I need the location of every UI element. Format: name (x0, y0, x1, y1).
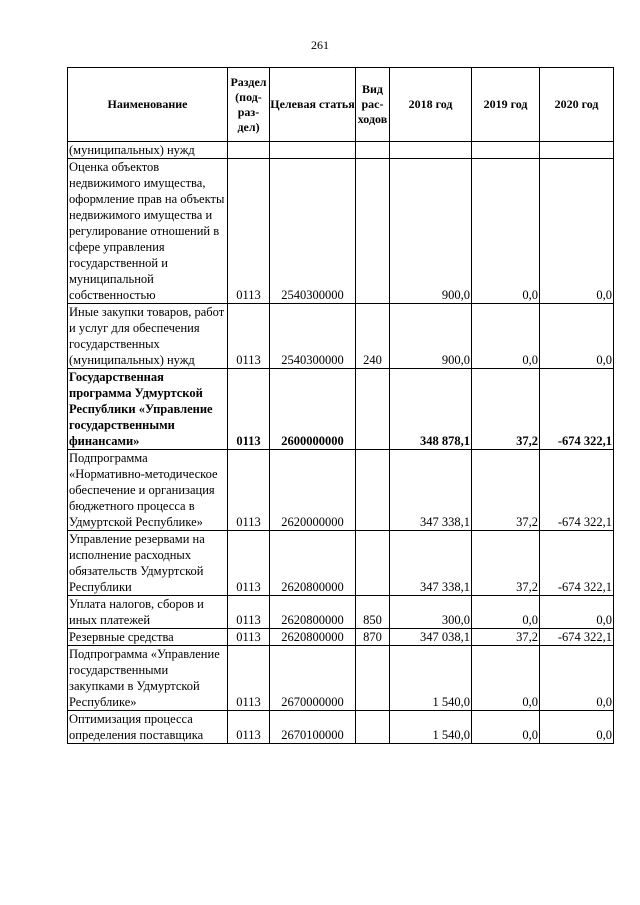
table-row (68, 646, 614, 711)
table-row (68, 159, 614, 304)
cell-2019: 0,0 (472, 159, 540, 304)
cell-section: 0113 (228, 531, 270, 596)
cell-kind (356, 450, 390, 531)
cell-target: 2670100000 (270, 711, 356, 744)
cell-target: 2620000000 (270, 450, 356, 531)
cell-2019: 0,0 (472, 711, 540, 744)
table-row (68, 369, 614, 450)
cell-target: 2620800000 (270, 629, 356, 646)
table-row (68, 711, 614, 744)
cell-2018: 900,0 (390, 159, 472, 304)
cell-2020: -674 322,1 (540, 531, 614, 596)
cell-kind (356, 369, 390, 450)
cell-kind: 850 (356, 596, 390, 629)
cell-2018: 300,0 (390, 596, 472, 629)
table-row (68, 531, 614, 596)
header-name: Наименование (68, 68, 228, 142)
table-row (68, 596, 614, 629)
cell-target: 2620800000 (270, 596, 356, 629)
cell-name: Резервные средства (68, 629, 228, 646)
table-row (68, 142, 614, 159)
cell-name: (муниципальных) нужд (68, 142, 228, 159)
cell-2018: 347 338,1 (390, 531, 472, 596)
cell-section: 0113 (228, 159, 270, 304)
cell-kind (356, 142, 390, 159)
cell-2020: -674 322,1 (540, 450, 614, 531)
cell-2019: 37,2 (472, 369, 540, 450)
header-2018: 2018 год (390, 68, 472, 142)
cell-kind (356, 531, 390, 596)
cell-section: 0113 (228, 369, 270, 450)
cell-kind: 240 (356, 304, 390, 369)
cell-name: Иные закупки товаров, работ и услуг для обеспечения государственных (муниципальных) нужд (68, 304, 228, 369)
cell-2019: 37,2 (472, 450, 540, 531)
cell-2018: 348 878,1 (390, 369, 472, 450)
cell-target: 2600000000 (270, 369, 356, 450)
cell-target: 2670000000 (270, 646, 356, 711)
budget-table (67, 67, 614, 744)
header-2019: 2019 год (472, 68, 540, 142)
cell-section: 0113 (228, 450, 270, 531)
table-row (68, 450, 614, 531)
cell-2019: 37,2 (472, 531, 540, 596)
cell-2020: -674 322,1 (540, 369, 614, 450)
cell-2020: 0,0 (540, 304, 614, 369)
cell-2019: 37,2 (472, 629, 540, 646)
page-number: 261 (311, 38, 329, 52)
cell-2019: 0,0 (472, 596, 540, 629)
cell-2018 (390, 142, 472, 159)
cell-target: 2540300000 (270, 304, 356, 369)
cell-2020: -674 322,1 (540, 629, 614, 646)
cell-target: 2540300000 (270, 159, 356, 304)
cell-2020: 0,0 (540, 711, 614, 744)
cell-2018: 347 338,1 (390, 450, 472, 531)
cell-2018: 1 540,0 (390, 711, 472, 744)
header-target: Целевая статья (270, 68, 356, 142)
cell-section: 0113 (228, 304, 270, 369)
cell-section (228, 142, 270, 159)
cell-section: 0113 (228, 596, 270, 629)
header-2020: 2020 год (540, 68, 614, 142)
cell-name: Государственная программа Удмуртской Республики «Управление государственными финансами» (68, 369, 228, 450)
cell-2020: 0,0 (540, 646, 614, 711)
cell-2019: 0,0 (472, 646, 540, 711)
cell-kind (356, 646, 390, 711)
cell-2020 (540, 142, 614, 159)
cell-name: Уплата налогов, сборов и иных платежей (68, 596, 228, 629)
cell-kind: 870 (356, 629, 390, 646)
cell-2020: 0,0 (540, 596, 614, 629)
cell-name: Управление резервами на исполнение расходных обязательств Удмуртской Республики (68, 531, 228, 596)
table-row (68, 629, 614, 646)
cell-name: Подпрограмма «Нормативно-методическое обеспечение и организация бюджетного процесса в Удмуртской Республике» (68, 450, 228, 531)
cell-section: 0113 (228, 629, 270, 646)
cell-section: 0113 (228, 646, 270, 711)
cell-target (270, 142, 356, 159)
cell-2018: 1 540,0 (390, 646, 472, 711)
cell-target: 2620800000 (270, 531, 356, 596)
cell-name: Подпрограмма «Управление государственными закупками в Удмуртской Республике» (68, 646, 228, 711)
cell-name: Оптимизация процесса определения поставщика (68, 711, 228, 744)
cell-2020: 0,0 (540, 159, 614, 304)
cell-name: Оценка объектов недвижимого имущества, оформление прав на объекты недвижимого имущества и регулирование отношений в сфере управления государственной и муниципальной собственностью (68, 159, 228, 304)
cell-2019 (472, 142, 540, 159)
cell-2018: 347 038,1 (390, 629, 472, 646)
table-header-row (68, 68, 614, 142)
cell-kind (356, 159, 390, 304)
cell-section: 0113 (228, 711, 270, 744)
table-row (68, 304, 614, 369)
cell-2019: 0,0 (472, 304, 540, 369)
header-kind: Вид рас-ходов (356, 68, 390, 142)
cell-kind (356, 711, 390, 744)
cell-2018: 900,0 (390, 304, 472, 369)
header-section: Раздел (под-раз-дел) (228, 68, 270, 142)
